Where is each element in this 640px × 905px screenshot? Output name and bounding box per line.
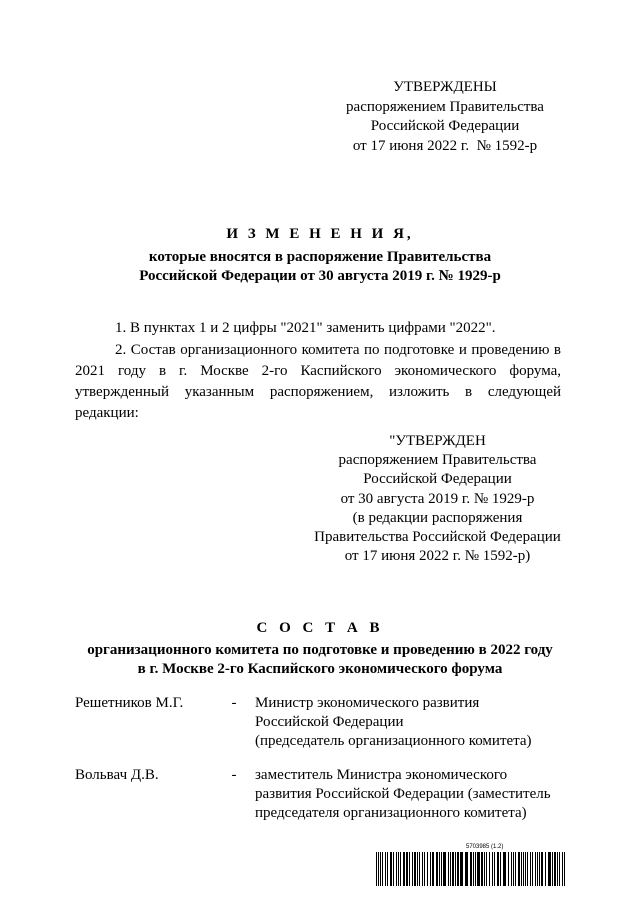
member-name: Решетников М.Г. <box>75 695 184 711</box>
member-role-line: Министр экономического развития <box>255 695 480 711</box>
approval2-line-6: Правительства Российской Федерации <box>314 529 561 546</box>
member-role <box>255 694 565 751</box>
composition-subtitle-line-1: организационного комитета по подготовке и проведению в 2022 году <box>87 642 553 658</box>
approval2-line-2: распоряжением Правительства <box>338 452 537 469</box>
member-role-line: заместитель Министра экономического <box>255 767 508 783</box>
approval2-line-1: "УТВЕРЖДЕН <box>389 433 486 449</box>
paragraph-2: 2. Состав организационного комитета по подготовке и проведению в 2021 году в г. Москве 2-го Каспийского экономического форума, утвержденный указанным распоряжением, изложить в следующей редакции: <box>75 342 561 421</box>
composition-subtitle-line-2: в г. Москве 2-го Каспийского экономического форума <box>137 661 503 677</box>
approval-line-date <box>300 137 590 157</box>
member-role <box>255 766 565 823</box>
changes-title: И З М Е Н Е Н И Я, <box>226 226 414 242</box>
member-role-line: председателя организационного комитета) <box>255 805 527 821</box>
composition-subtitle <box>60 641 580 679</box>
barcode-label: 5703985 (1.2) <box>466 844 504 850</box>
member-role-line: развития Российской Федерации (заместитель <box>255 786 551 802</box>
member-role-line: (председатель организационного комитета) <box>255 733 532 749</box>
approval2-line-3: Российской Федерации <box>363 471 512 488</box>
changes-subtitle-line-1: которые вносятся в распоряжение Правительства <box>148 249 492 265</box>
approval2-line-5: (в редакции распоряжения <box>352 509 523 526</box>
approval-heading: УТВЕРЖДЕНЫ <box>393 79 497 95</box>
barcode-image <box>376 852 566 886</box>
changes-subtitle-line-2: Российской Федерации от 30 августа 2019 г. № 1929-р <box>139 268 501 284</box>
approval2-line-7: от 17 июня 2022 г. № 1592-р) <box>344 548 531 565</box>
approval-line-country: Российской Федерации <box>370 118 520 134</box>
approval-stamp <box>300 78 590 156</box>
composition-title: С О С Т А В <box>256 620 384 636</box>
approval-number: № 1592-р <box>476 137 538 154</box>
changes-subtitle <box>60 248 580 286</box>
member-dash: - <box>231 695 237 711</box>
paragraph-1: 1. В пунктах 1 и 2 цифры "2021" заменить цифрами "2022". <box>115 320 496 336</box>
approval2-line-4: от 30 августа 2019 г. № 1929-р <box>340 490 535 507</box>
approval-line-authority: распоряжением Правительства <box>346 98 544 115</box>
member-dash: - <box>231 767 237 783</box>
member-role-line: Российской Федерации <box>255 714 404 730</box>
approval-date: от 17 июня 2022 г. <box>352 137 470 154</box>
member-name: Вольвач Д.В. <box>75 767 159 783</box>
approval-stamp-quoted <box>300 432 575 566</box>
